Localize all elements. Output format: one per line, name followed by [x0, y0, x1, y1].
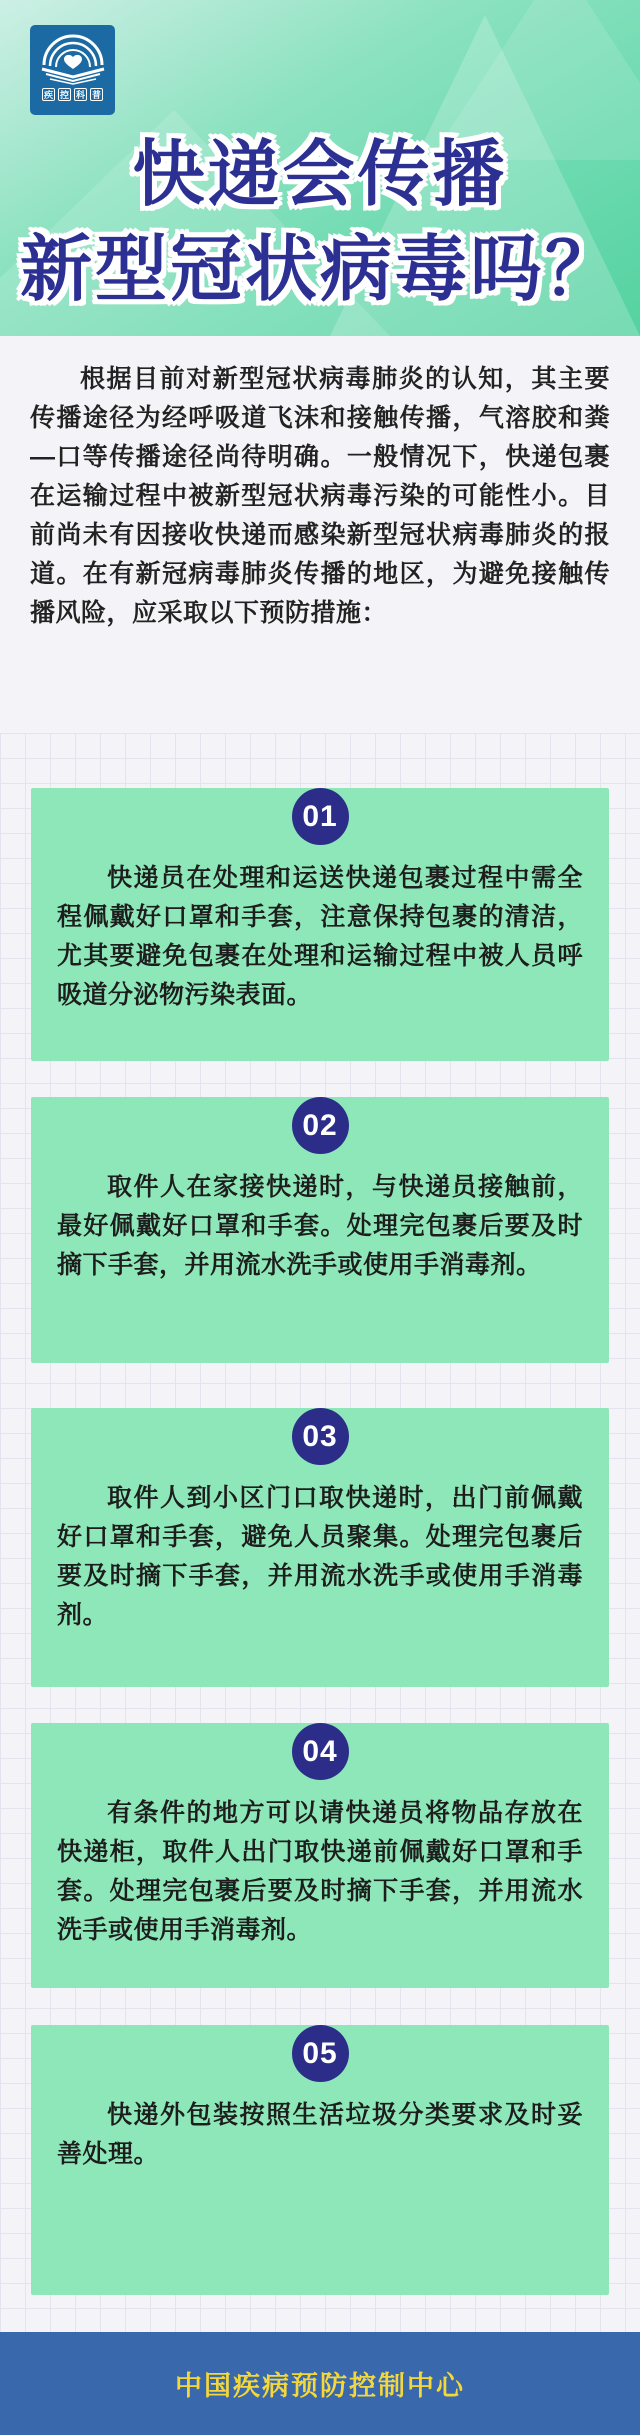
logo-caption-char: 疾 — [43, 90, 53, 100]
header-banner — [0, 0, 640, 336]
tip-text: 取件人到小区门口取快递时，出门前佩戴好口罩和手套，避免人员聚集。处理完包裹后要及时摘下手套，并用流水洗手或使用手消毒剂。 — [57, 1484, 583, 1629]
book-rainbow-icon — [38, 31, 108, 85]
tip-card-02 — [31, 1097, 609, 1363]
tip-number-badge: 02 — [292, 1097, 349, 1154]
tip-text: 快递外包装按照生活垃圾分类要求及时妥善处理。 — [57, 2101, 583, 2168]
intro-paragraph: 根据目前对新型冠状病毒肺炎的认知，其主要传播途径为经呼吸道飞沫和接触传播，气溶胶和粪—口等传播途径尚待明确。一般情况下，快递包裹在运输过程中被新型冠状病毒污染的可能性小。目前尚未有因接收快递而感染新型冠状病毒肺炎的报道。在有新冠病毒肺炎传播的地区，为避免接触传播风险，应采取以下预防措施： — [30, 365, 610, 627]
tip-number-badge: 05 — [292, 2025, 349, 2082]
tip-text: 快递员在处理和运送快递包裹过程中需全程佩戴好口罩和手套，注意保持包裹的清洁，尤其要避免包裹在处理和运输过程中被人员呼吸道分泌物污染表面。 — [57, 864, 583, 1009]
logo-caption-char: 普 — [91, 90, 101, 100]
logo-caption-char: 控 — [59, 90, 69, 100]
tip-card-04 — [31, 1723, 609, 1988]
title-line-1: 快递会传播 — [132, 135, 508, 215]
tip-card-01 — [31, 788, 609, 1061]
tip-card-03 — [31, 1408, 609, 1687]
logo-caption-char: 科 — [75, 90, 85, 100]
logo-caption — [42, 88, 103, 101]
intro-section — [0, 336, 640, 733]
tip-number-badge: 03 — [292, 1408, 349, 1465]
title-line-2: 新型冠状病毒吗？ — [19, 230, 620, 310]
cdc-science-logo — [30, 25, 115, 115]
tip-text: 取件人在家接快递时，与快递员接触前，最好佩戴好口罩和手套。处理完包裹后要及时摘下手套，并用流水洗手或使用手消毒剂。 — [57, 1173, 583, 1279]
tip-number-badge: 04 — [292, 1723, 349, 1780]
footer-bar — [0, 2332, 640, 2435]
poster-title — [0, 128, 640, 318]
tip-number-badge: 01 — [292, 788, 349, 845]
tip-card-05 — [31, 2025, 609, 2295]
tip-text: 有条件的地方可以请快递员将物品存放在快递柜，取件人出门取快递前佩戴好口罩和手套。处理完包裹后要及时摘下手套，并用流水洗手或使用手消毒剂。 — [57, 1799, 583, 1944]
footer-org-name: 中国疾病预防控制中心 — [175, 2371, 465, 2401]
tips-section — [0, 733, 640, 2332]
